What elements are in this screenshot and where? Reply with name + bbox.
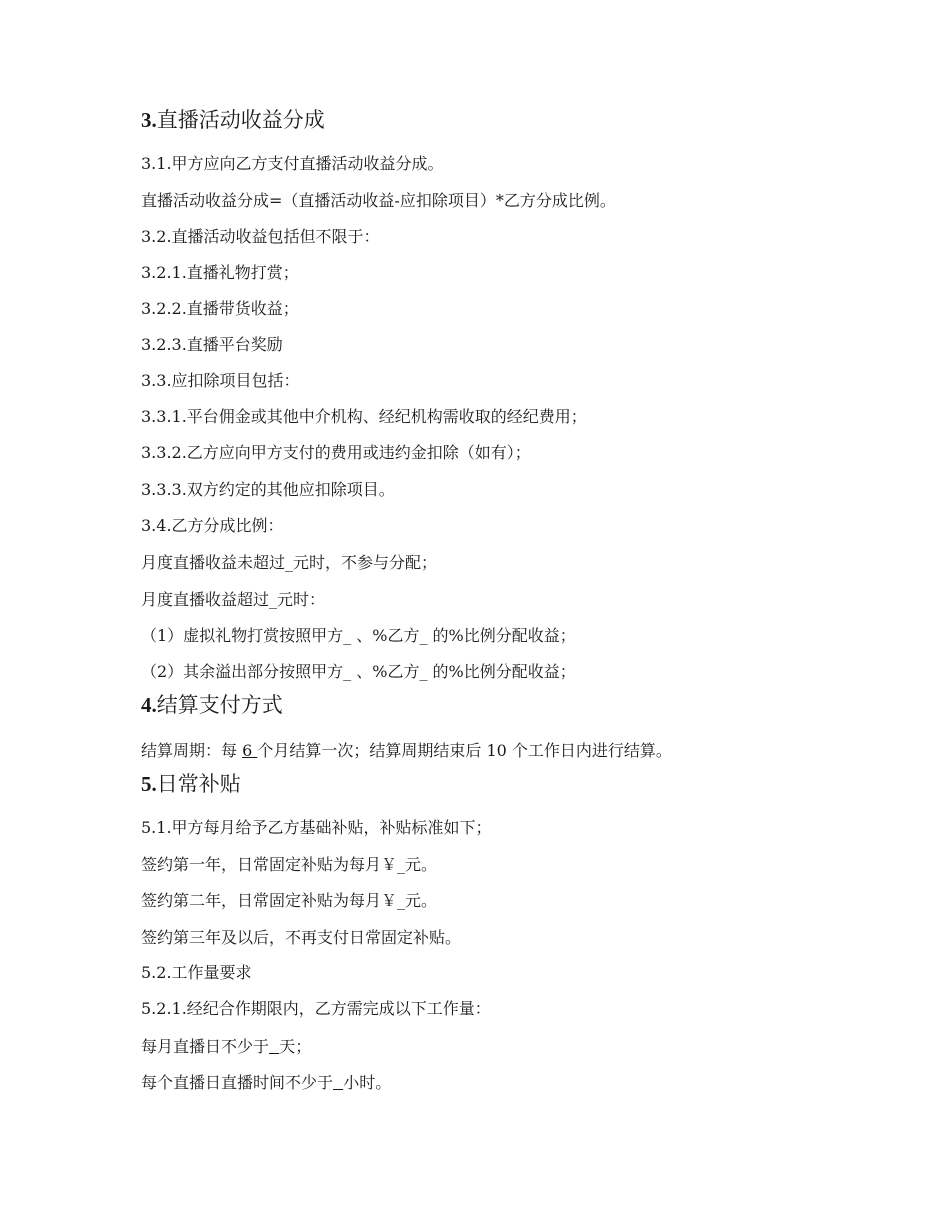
clause-5-2-1: 5.2.1.经纪合作期限内，乙方需完成以下工作量： (141, 999, 491, 1018)
threshold-not-exceeded: 月度直播收益未超过_元时，不参与分配； (141, 553, 438, 572)
ratio-other-overflow: （2）其余溢出部分按照甲方_ 、%乙方_ 的%比例分配收益； (141, 662, 576, 681)
clause-3-4: 3.4.乙方分成比例： (141, 516, 284, 535)
min-days-prefix: 每月直播日不少于 (141, 1037, 270, 1056)
min-days-suffix: 天； (279, 1037, 312, 1056)
ratio-virtual-gifts: （1）虚拟礼物打赏按照甲方_ 、%乙方_ 的%比例分配收益； (141, 626, 576, 645)
section-5-title: 日常补贴 (156, 772, 241, 796)
settlement-cycle (141, 740, 672, 762)
clause-3-2-3: 3.2.3.直播平台奖励 (141, 335, 283, 354)
clause-3-3-3: 3.3.3.双方约定的其他应扣除项目。 (141, 480, 395, 499)
section-3-title: 直播活动收益分成 (156, 108, 325, 132)
section-5-number: 5. (141, 772, 157, 796)
settlement-months: 6 (242, 741, 258, 760)
section-4-number: 4. (141, 693, 157, 717)
clause-3-2: 3.2.直播活动收益包括但不限于： (141, 227, 380, 246)
min-hours-prefix: 每个直播日直播时间不少于 (141, 1073, 334, 1092)
section-3-heading (141, 107, 325, 133)
clause-3-3-1: 3.3.1.平台佣金或其他中介机构、经纪机构需收取的经纪费用； (141, 407, 587, 426)
clause-3-2-2: 3.2.2.直播带货收益； (141, 299, 299, 318)
settlement-suffix: 个月结算一次；结算周期结束后 10 个工作日内进行结算。 (257, 741, 672, 760)
clause-3-2-1: 3.2.1.直播礼物打赏； (141, 263, 299, 282)
subsidy-year-2: 签约第二年，日常固定补贴为每月￥_元。 (141, 891, 438, 910)
section-5-heading (141, 771, 241, 797)
threshold-exceeded: 月度直播收益超过_元时： (141, 590, 326, 609)
subsidy-year-3: 签约第三年及以后，不再支付日常固定补贴。 (141, 928, 462, 947)
clause-5-1: 5.1.甲方每月给予乙方基础补贴，补贴标准如下； (141, 818, 492, 837)
revenue-formula: 直播活动收益分成=（直播活动收益-应扣除项目）*乙方分成比例。 (141, 191, 616, 210)
min-live-days (141, 1036, 311, 1058)
section-4-title: 结算支付方式 (156, 693, 283, 717)
min-hours-blank (333, 1073, 343, 1092)
clause-3-3: 3.3.应扣除项目包括： (141, 371, 300, 390)
clause-3-3-2: 3.3.2.乙方应向甲方支付的费用或违约金扣除（如有）； (141, 443, 531, 462)
subsidy-year-1: 签约第一年，日常固定补贴为每月￥_元。 (141, 855, 438, 874)
min-days-blank (269, 1037, 279, 1056)
section-4-heading (141, 692, 283, 718)
clause-5-2: 5.2.工作量要求 (141, 963, 252, 982)
settlement-prefix: 结算周期：每 (141, 741, 243, 760)
section-3-number: 3. (141, 108, 157, 132)
clause-3-1: 3.1.甲方应向乙方支付直播活动收益分成。 (141, 154, 444, 173)
min-live-hours (141, 1072, 391, 1094)
min-hours-suffix: 小时。 (343, 1073, 392, 1092)
